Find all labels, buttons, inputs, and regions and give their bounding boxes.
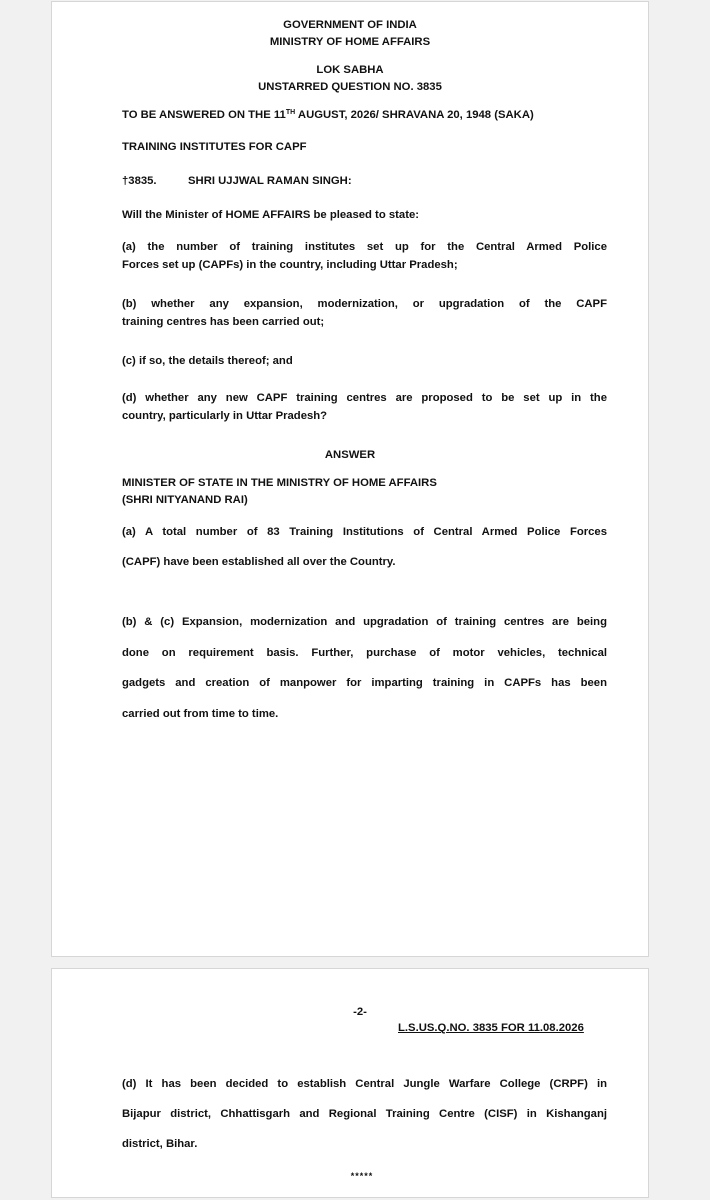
answer-bc-line-2: done on requirement basis. Further, purchase of motor vehicles, technical xyxy=(122,647,607,659)
minister-title: MINISTER OF STATE IN THE MINISTRY OF HOME AFFAIRS xyxy=(122,477,437,489)
end-marker: ***** xyxy=(350,1171,374,1181)
answer-a-line-1: (a) A total number of 83 Training Institutions of Central Armed Police Forces xyxy=(122,526,607,538)
header-house: LOK SABHA xyxy=(316,64,384,76)
page-number: -2- xyxy=(353,1006,367,1018)
minister-name: (SHRI NITYANAND RAI) xyxy=(122,494,248,506)
question-a-line-2: Forces set up (CAPFs) in the country, including Uttar Pradesh; xyxy=(122,259,458,271)
answer-bc-line-3: gadgets and creation of manpower for imparting training in CAPFs has been xyxy=(122,677,607,689)
answer-d-line-1: (d) It has been decided to establish Central Jungle Warfare College (CRPF) in xyxy=(122,1078,607,1090)
answer-date: TO BE ANSWERED ON THE 11TH AUGUST, 2026/ SHRAVANA 20, 1948 (SAKA) xyxy=(122,109,534,121)
header-question-number: UNSTARRED QUESTION NO. 3835 xyxy=(258,81,442,93)
answer-bc-line-1: (b) & (c) Expansion, modernization and upgradation of training centres are being xyxy=(122,616,607,628)
answer-bc-line-4: carried out from time to time. xyxy=(122,708,279,720)
document-page-1 xyxy=(51,1,649,957)
member-name: SHRI UJJWAL RAMAN SINGH: xyxy=(188,175,352,187)
header-ministry: MINISTRY OF HOME AFFAIRS xyxy=(269,36,431,48)
answer-d-line-3: district, Bihar. xyxy=(122,1138,198,1150)
question-subject: TRAINING INSTITUTES FOR CAPF xyxy=(122,141,307,153)
reference-line: L.S.US.Q.NO. 3835 FOR 11.08.2026 xyxy=(398,1022,584,1034)
document-page-2 xyxy=(51,968,649,1198)
question-serial: †3835. xyxy=(122,175,157,187)
answer-d-line-2: Bijapur district, Chhattisgarh and Regional Training Centre (CISF) in Kishanganj xyxy=(122,1108,607,1120)
question-c: (c) if so, the details thereof; and xyxy=(122,355,293,367)
question-b-line-1: (b) whether any expansion, modernization, or upgradation of the CAPF xyxy=(122,298,607,310)
question-intro: Will the Minister of HOME AFFAIRS be pleased to state: xyxy=(122,209,419,221)
question-a-line-1: (a) the number of training institutes set up for the Central Armed Police xyxy=(122,241,607,253)
header-government: GOVERNMENT OF INDIA xyxy=(283,19,417,31)
question-b-line-2: training centres has been carried out; xyxy=(122,316,325,328)
answer-heading: ANSWER xyxy=(324,449,376,461)
question-d-line-2: country, particularly in Uttar Pradesh? xyxy=(122,410,328,422)
answer-a-line-2: (CAPF) have been established all over the Country. xyxy=(122,556,396,568)
question-d-line-1: (d) whether any new CAPF training centres are proposed to be set up in the xyxy=(122,392,607,404)
